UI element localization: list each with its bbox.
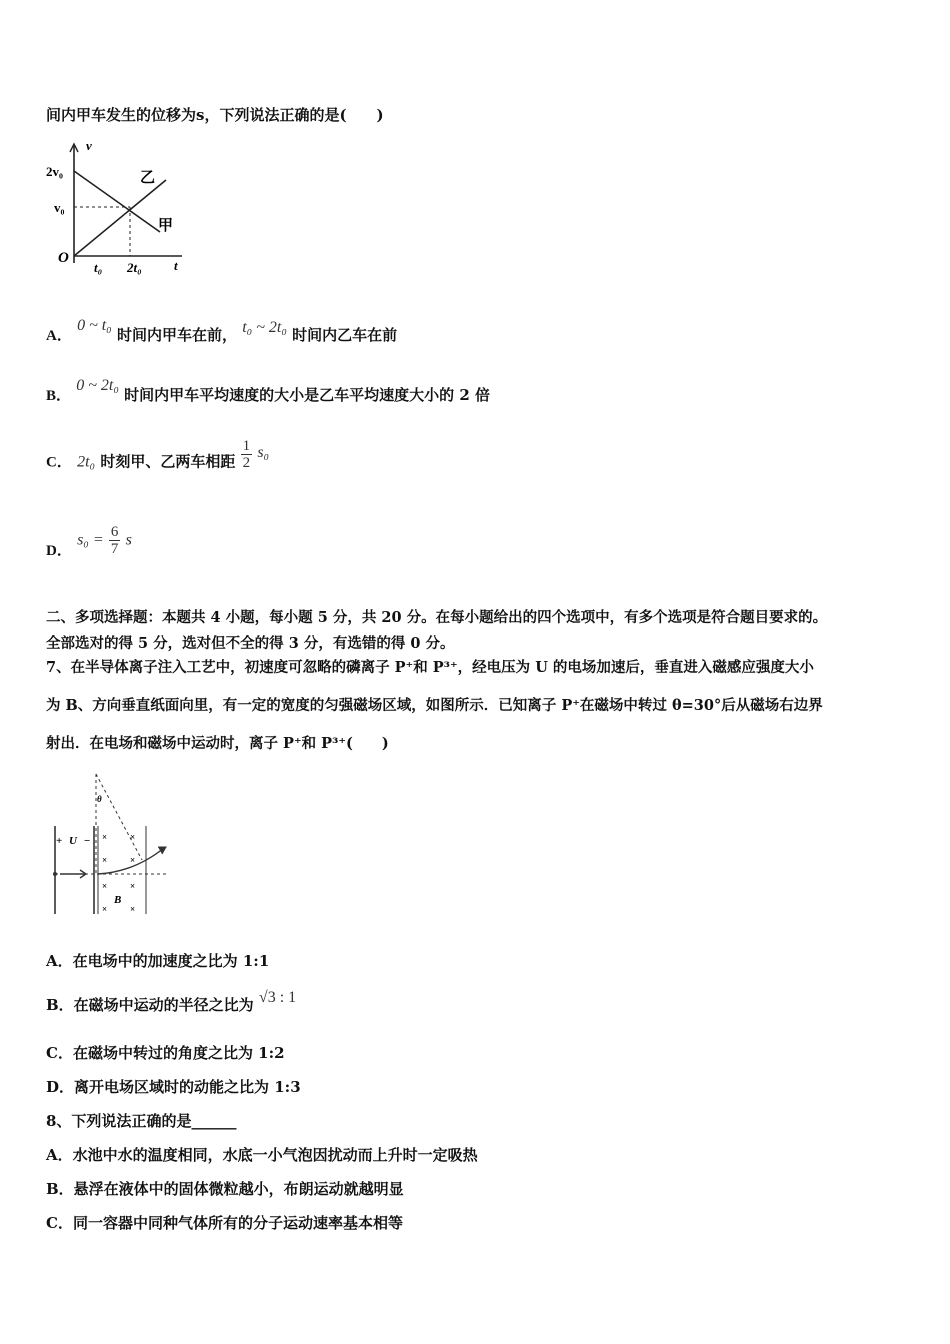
option-c-text: 时刻甲、乙两车相距 xyxy=(100,452,236,471)
fraction-numerator: 1 xyxy=(242,438,251,454)
v-axis-label: v xyxy=(86,138,92,153)
option-b-text: B．在磁场中运动的半径之比为 xyxy=(46,996,254,1014)
q6-option-b xyxy=(46,377,491,405)
source-point xyxy=(53,872,57,876)
origin-label: O xyxy=(58,250,69,266)
minus-label: − xyxy=(84,835,91,847)
q8-option-b: B．悬浮在液体中的固体微粒越小，布朗运动就越明显 xyxy=(46,1180,404,1198)
t-axis-label: t xyxy=(174,258,178,273)
jia-label: 甲 xyxy=(158,218,174,234)
section-2-line-2: 全部选对的得 5 分，选对但不全的得 3 分，有选错的得 0 分。 xyxy=(46,635,455,652)
field-cross: × xyxy=(130,832,136,842)
option-letter: B． xyxy=(46,388,72,404)
q7-stem-line-1: 7、在半导体离子注入工艺中，初速度可忽略的磷离子 P⁺和 P³⁺，经电压为 U 的电场加速后，垂直进入磁感应强度大小 xyxy=(46,659,814,676)
q6-option-d xyxy=(46,524,132,557)
option-a-text-1: 时间内甲车在前， xyxy=(116,326,237,344)
yi-label: 乙 xyxy=(140,170,156,186)
q7-option-b xyxy=(46,989,297,1015)
q7-stem-line-3: 射出．在电场和磁场中运动时，离子 P⁺和 P³⁺( ) xyxy=(46,735,389,752)
fraction-denominator: 2 xyxy=(242,455,251,471)
option-c-variable: s₀ xyxy=(257,443,270,461)
question-6-stem-tail: 间内甲车发生的位移为s，下列说法正确的是( ) xyxy=(46,106,384,124)
section-2-line-1: 二、多项选择题：本题共 4 小题，每小题 5 分，共 20 分。在每小题给出的四个选项中，有多个选项是符合题目要求的。 xyxy=(46,609,828,626)
y-tick-v0: v₀ xyxy=(54,200,65,215)
trajectory-arrowhead xyxy=(158,847,166,854)
field-b-label: B xyxy=(114,894,122,906)
option-d-variable: s xyxy=(125,531,132,549)
x-tick-t0: t₀ xyxy=(94,260,103,275)
vt-graph xyxy=(44,138,204,278)
q8-option-c: C．同一容器中同种气体所有的分子运动速率基本相等 xyxy=(46,1214,403,1232)
field-diagram xyxy=(46,768,176,920)
q7-option-a: A．在电场中的加速度之比为 1:1 xyxy=(46,952,270,970)
option-c-math: 2t₀ xyxy=(77,453,96,471)
theta-label: θ xyxy=(97,794,102,804)
option-b-text: 时间内甲车平均速度的大小是乙车平均速度大小的 2 倍 xyxy=(124,386,491,404)
option-letter: C． xyxy=(46,454,72,471)
option-a-math-1: 0 ~ t₀ xyxy=(77,317,112,334)
option-d-lhs: s₀ = xyxy=(77,531,104,549)
x-tick-2t0: 2t₀ xyxy=(127,260,142,275)
plus-label: + xyxy=(56,835,63,847)
field-cross: × xyxy=(130,881,136,891)
q7-option-c: C．在磁场中转过的角度之比为 1:2 xyxy=(46,1044,285,1062)
option-a-math-2: t₀ ~ 2t₀ xyxy=(242,319,287,336)
option-letter: A． xyxy=(46,328,72,344)
field-cross: × xyxy=(130,855,136,865)
q7-option-d: D．离开电场区域时的动能之比为 1:3 xyxy=(46,1078,301,1096)
field-cross: × xyxy=(102,881,108,891)
q7-stem-line-2: 为 B、方向垂直纸面向里，有一定的宽度的匀强磁场区域，如图所示．已知离子 P⁺在磁场中转过 θ=30°后从磁场右边界 xyxy=(46,697,823,714)
option-b-math: √3 : 1 xyxy=(258,989,297,1006)
option-a-text-2: 时间内乙车在前 xyxy=(292,326,398,344)
option-letter: D． xyxy=(46,542,72,559)
fraction-denominator: 7 xyxy=(110,541,119,557)
q6-option-c xyxy=(46,438,270,479)
radius-slanted xyxy=(96,774,142,860)
y-tick-2v0: 2v₀ xyxy=(46,164,63,179)
option-c-fraction xyxy=(241,438,253,471)
option-b-math: 0 ~ 2t₀ xyxy=(76,377,119,394)
field-cross: × xyxy=(102,855,108,865)
field-cross: × xyxy=(102,832,108,842)
q6-option-a xyxy=(46,317,398,345)
field-cross: × xyxy=(102,904,108,914)
fraction-numerator: 6 xyxy=(110,524,119,540)
q8-option-a: A．水池中水的温度相同，水底一小气泡因扰动而上升时一定吸热 xyxy=(46,1146,478,1164)
option-d-fraction xyxy=(109,524,121,557)
voltage-label: U xyxy=(69,835,77,847)
yi-line xyxy=(74,180,166,256)
field-cross: × xyxy=(130,904,136,914)
q8-stem: 8、下列说法正确的是______ xyxy=(46,1112,237,1130)
